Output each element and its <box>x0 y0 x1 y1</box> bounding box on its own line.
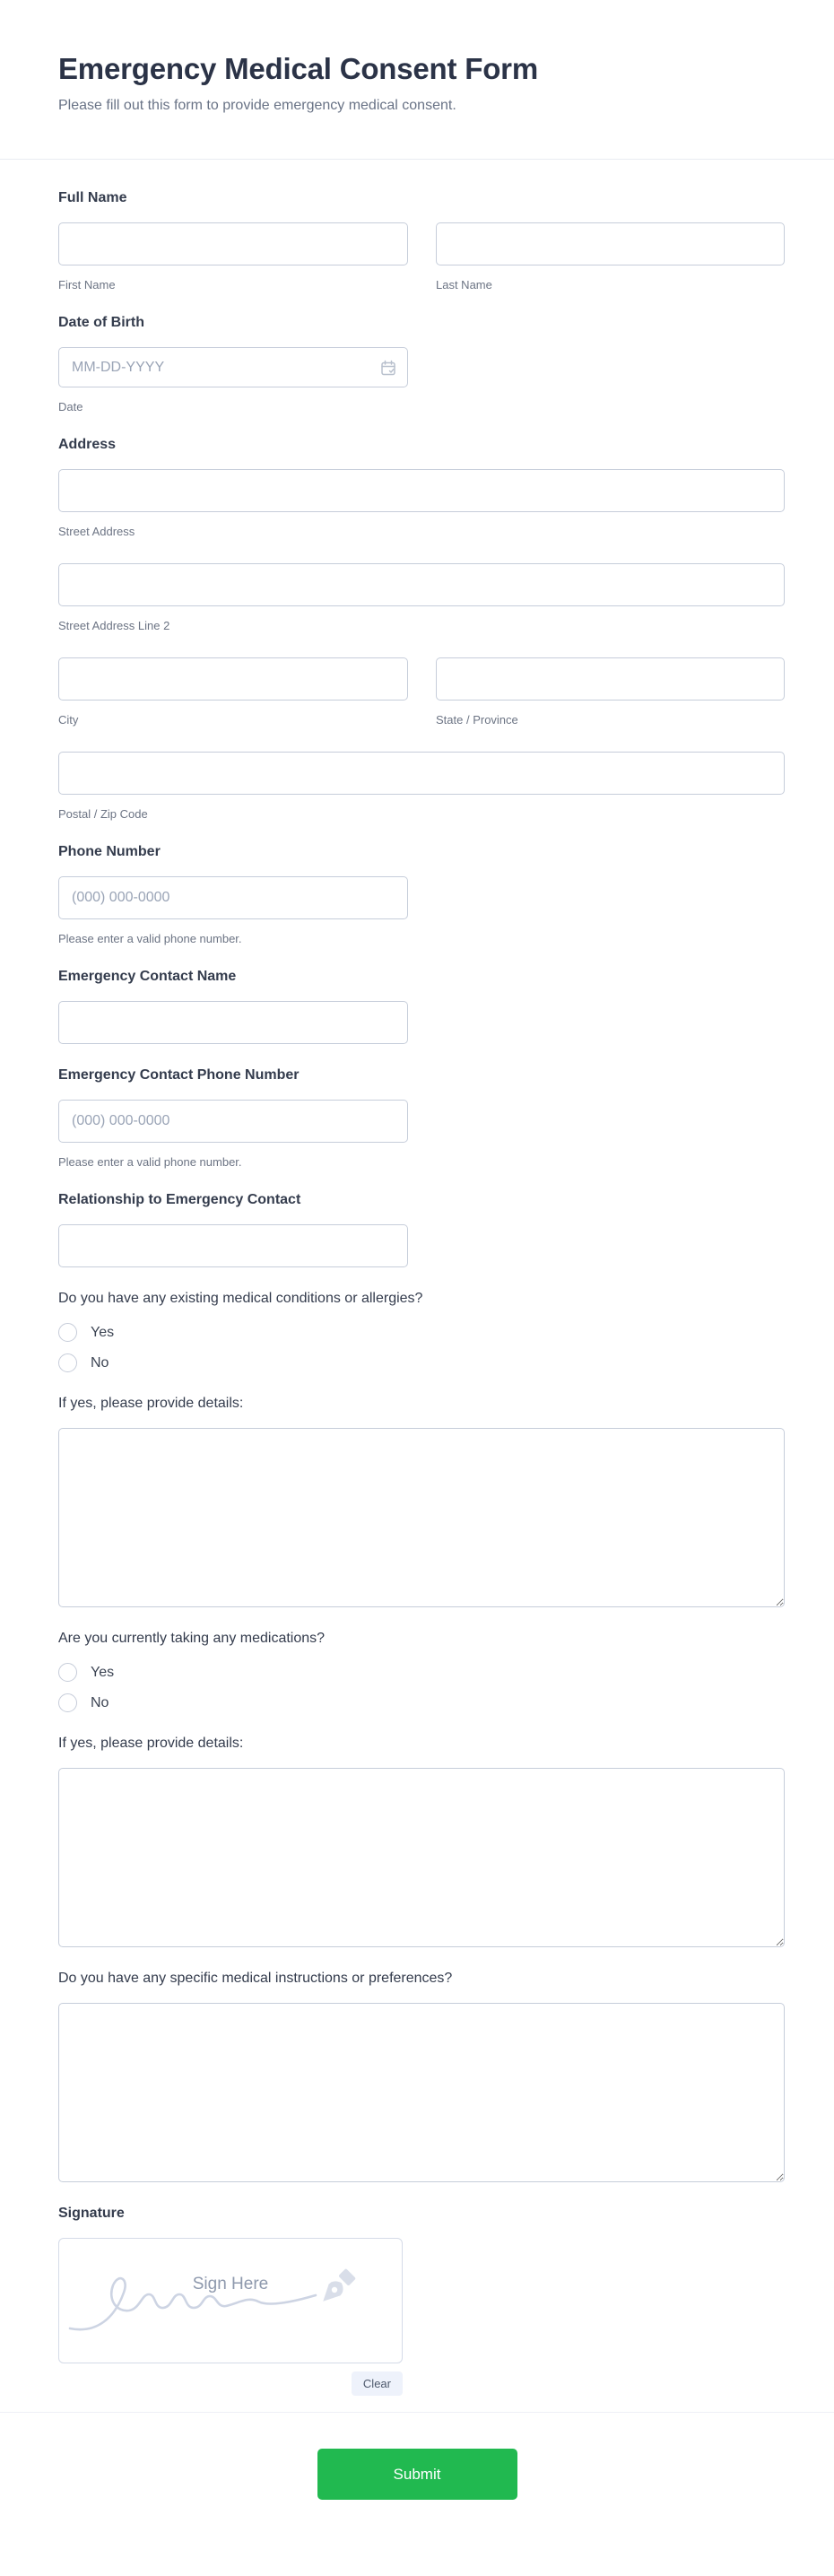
field-address <box>58 437 785 821</box>
address-label: Address <box>58 437 117 452</box>
conditions-details-label: If yes, please provide details: <box>58 1396 244 1411</box>
clear-signature-button[interactable]: Clear <box>352 2371 403 2396</box>
medications-option-yes[interactable] <box>58 1663 785 1682</box>
field-phone <box>58 844 785 945</box>
street-address-sublabel: Street Address <box>58 525 135 538</box>
pen-nib-icon <box>317 2267 357 2307</box>
field-conditions-question <box>58 1291 785 1372</box>
conditions-details-textarea[interactable] <box>58 1428 785 1607</box>
calendar-icon[interactable] <box>379 359 397 377</box>
field-medications-question <box>58 1631 785 1712</box>
emergency-name-label: Emergency Contact Name <box>58 969 237 984</box>
instructions-textarea[interactable] <box>58 2003 785 2182</box>
phone-label: Phone Number <box>58 844 161 859</box>
conditions-option-yes[interactable] <box>58 1323 785 1342</box>
first-name-input[interactable] <box>58 222 408 265</box>
relationship-input[interactable] <box>58 1224 408 1267</box>
conditions-no-label: No <box>91 1354 109 1371</box>
page-title: Emergency Medical Consent Form <box>58 52 538 85</box>
form-footer <box>0 2412 834 2545</box>
signature-label: Signature <box>58 2206 125 2221</box>
conditions-yes-label: Yes <box>91 1324 115 1340</box>
instructions-question-label: Do you have any specific medical instructions or preferences? <box>58 1971 453 1986</box>
form-header <box>0 0 834 160</box>
medications-details-textarea[interactable] <box>58 1768 785 1947</box>
emergency-name-input[interactable] <box>58 1001 408 1044</box>
field-emergency-contact-name <box>58 969 785 1044</box>
field-full-name <box>58 190 785 292</box>
medications-radio-group <box>58 1663 785 1712</box>
city-input[interactable] <box>58 657 408 701</box>
state-input[interactable] <box>436 657 785 701</box>
dob-sublabel: Date <box>58 400 83 413</box>
street-address-input[interactable] <box>58 469 785 512</box>
medications-option-no[interactable] <box>58 1693 785 1712</box>
first-name-sublabel: First Name <box>58 278 116 292</box>
phone-note: Please enter a valid phone number. <box>58 932 242 945</box>
emergency-phone-label: Emergency Contact Phone Number <box>58 1067 300 1083</box>
city-sublabel: City <box>58 713 79 727</box>
phone-input[interactable] <box>58 876 408 919</box>
street-address-2-input[interactable] <box>58 563 785 606</box>
signature-squiggle-art <box>59 2239 403 2363</box>
field-signature <box>58 2206 785 2396</box>
medications-no-radio[interactable] <box>58 1693 77 1712</box>
submit-button[interactable]: Submit <box>317 2449 517 2500</box>
sign-here-placeholder: Sign Here <box>192 2275 269 2293</box>
field-conditions-details <box>58 1396 785 1607</box>
field-relationship <box>58 1192 785 1267</box>
emergency-phone-note: Please enter a valid phone number. <box>58 1155 242 1169</box>
medications-yes-radio[interactable] <box>58 1663 77 1682</box>
conditions-option-no[interactable] <box>58 1353 785 1372</box>
conditions-yes-radio[interactable] <box>58 1323 77 1342</box>
medications-question-label: Are you currently taking any medications? <box>58 1631 326 1646</box>
postal-code-sublabel: Postal / Zip Code <box>58 807 148 821</box>
conditions-no-radio[interactable] <box>58 1353 77 1372</box>
dob-label: Date of Birth <box>58 315 144 330</box>
street-address-2-sublabel: Street Address Line 2 <box>58 619 170 632</box>
page-subtitle: Please fill out this form to provide emergency medical consent. <box>58 98 456 113</box>
conditions-radio-group <box>58 1323 785 1372</box>
full-name-label: Full Name <box>58 190 127 205</box>
field-medications-details <box>58 1736 785 1947</box>
emergency-phone-input[interactable] <box>58 1100 408 1143</box>
field-instructions <box>58 1971 785 2182</box>
form-body <box>0 160 834 2396</box>
field-emergency-contact-phone <box>58 1067 785 1169</box>
last-name-sublabel: Last Name <box>436 278 492 292</box>
medications-yes-label: Yes <box>91 1664 115 1680</box>
medications-details-label: If yes, please provide details: <box>58 1736 244 1751</box>
state-sublabel: State / Province <box>436 713 518 727</box>
signature-pad[interactable] <box>58 2238 403 2363</box>
medications-no-label: No <box>91 1694 109 1710</box>
last-name-input[interactable] <box>436 222 785 265</box>
dob-input[interactable] <box>58 347 408 387</box>
field-date-of-birth <box>58 315 785 413</box>
conditions-question-label: Do you have any existing medical conditions or allergies? <box>58 1291 423 1306</box>
relationship-label: Relationship to Emergency Contact <box>58 1192 301 1207</box>
postal-code-input[interactable] <box>58 752 785 795</box>
